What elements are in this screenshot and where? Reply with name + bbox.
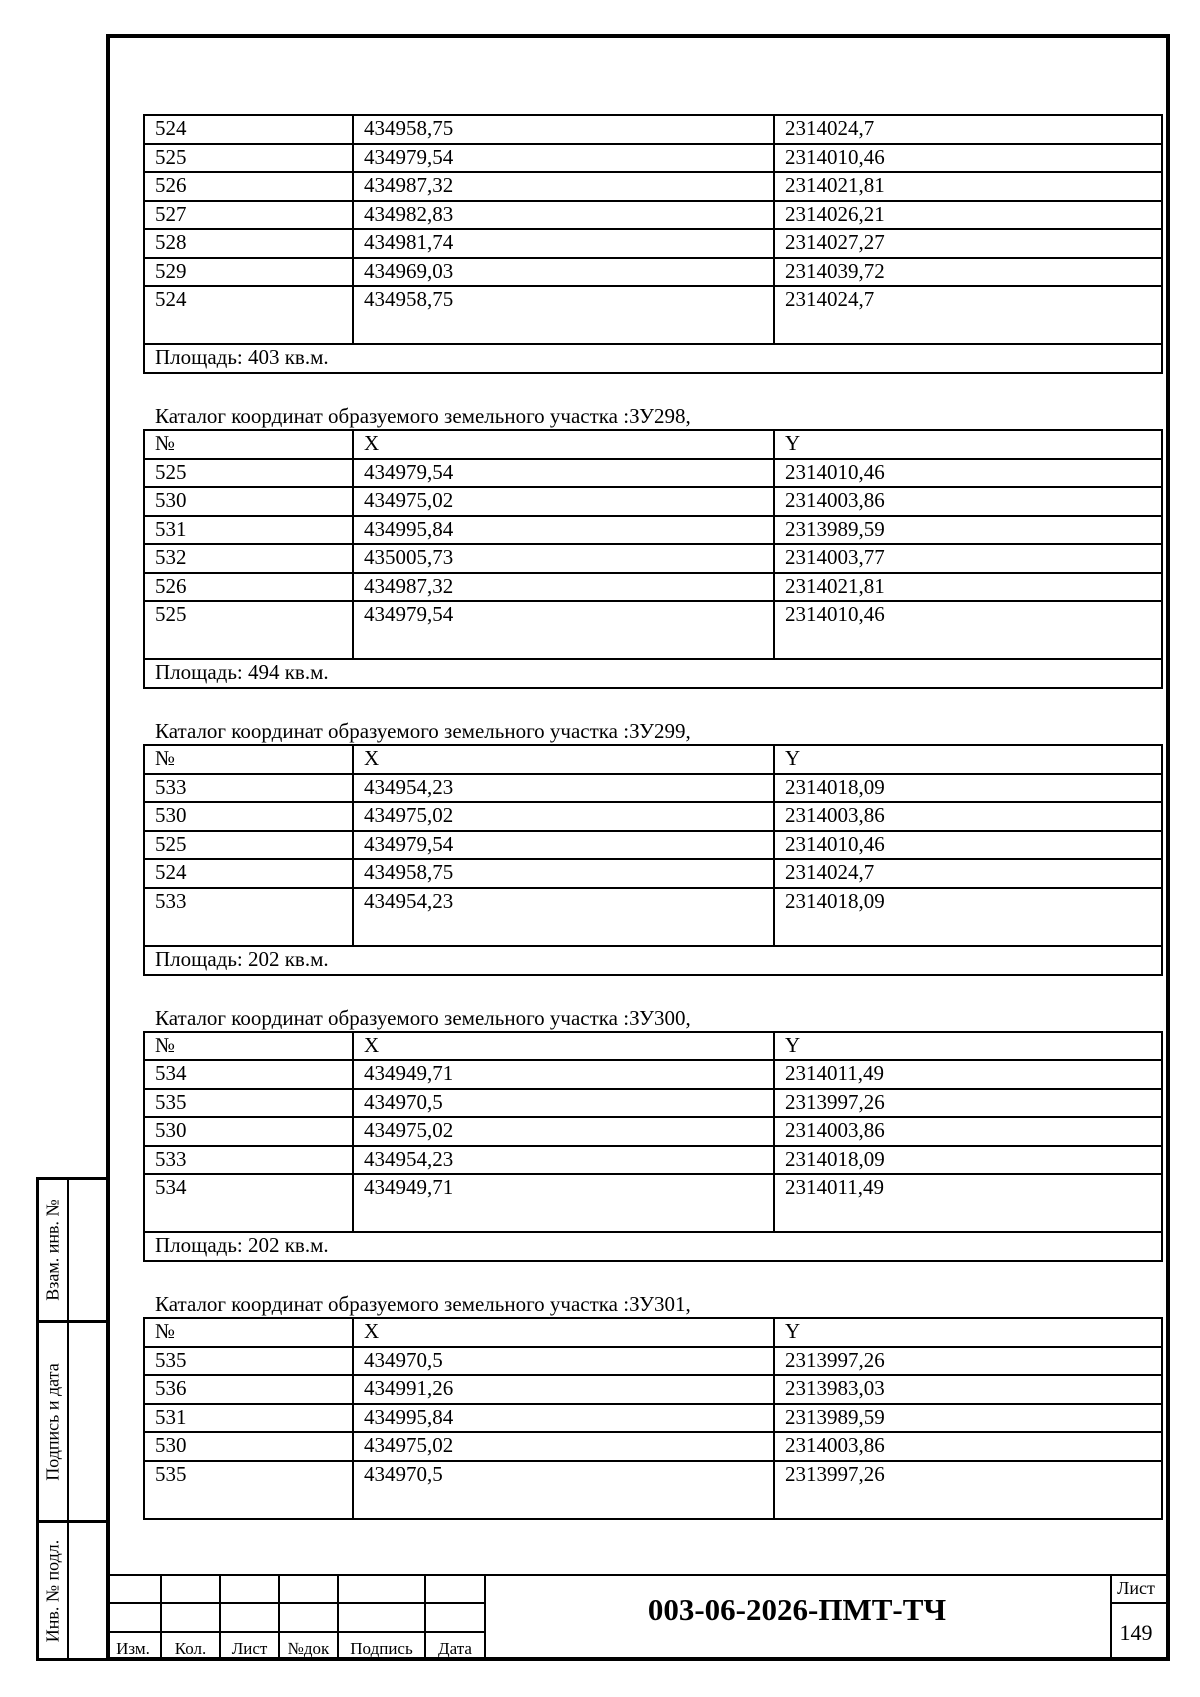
table-row bbox=[144, 487, 1162, 516]
table-row bbox=[144, 201, 1162, 230]
point-number-cell: 533 bbox=[144, 1146, 353, 1175]
side-box-podpis bbox=[36, 1320, 106, 1523]
x-coordinate-cell: 434982,83 bbox=[353, 201, 774, 230]
point-number-cell: 531 bbox=[144, 1404, 353, 1433]
x-coordinate-cell: 434975,02 bbox=[353, 802, 774, 831]
table-row bbox=[144, 544, 1162, 573]
point-number-cell: № bbox=[144, 1032, 353, 1061]
stamp-header-ndok: №док bbox=[287, 1639, 330, 1658]
area-cell: Площадь: 403 кв.м. bbox=[144, 344, 1162, 373]
table-row bbox=[144, 1375, 1162, 1404]
table-row bbox=[144, 258, 1162, 287]
table-row bbox=[144, 802, 1162, 831]
x-coordinate-cell: 434987,32 bbox=[353, 573, 774, 602]
area-cell: Площадь: 202 кв.м. bbox=[144, 1232, 1162, 1261]
y-coordinate-cell: 2314011,49 bbox=[774, 1060, 1162, 1089]
side-box-inv bbox=[36, 1520, 106, 1661]
point-number-cell: 536 bbox=[144, 1375, 353, 1404]
coordinates-table bbox=[143, 429, 1163, 689]
x-coordinate-cell: 434970,5 bbox=[353, 1089, 774, 1118]
y-coordinate-cell: Y bbox=[774, 745, 1162, 774]
point-number-cell: 526 bbox=[144, 573, 353, 602]
y-coordinate-cell: 2314003,86 bbox=[774, 802, 1162, 831]
table-row bbox=[144, 459, 1162, 488]
y-coordinate-cell: 2314024,7 bbox=[774, 115, 1162, 144]
catalog-title: Каталог координат образуемого земельного участка :ЗУ301, bbox=[155, 1292, 691, 1316]
table-row bbox=[144, 286, 1162, 344]
sheet-number: 149 bbox=[1119, 1620, 1153, 1645]
point-number-cell: № bbox=[144, 1318, 353, 1347]
coordinate-catalog bbox=[143, 114, 1163, 1520]
y-coordinate-cell: 2313997,26 bbox=[774, 1089, 1162, 1118]
x-coordinate-cell: X bbox=[353, 1318, 774, 1347]
table-row bbox=[144, 1060, 1162, 1089]
side-label-podpis: Подпись и дата bbox=[42, 1362, 63, 1481]
coordinates-table bbox=[143, 744, 1163, 976]
point-number-cell: № bbox=[144, 745, 353, 774]
table-row bbox=[144, 1146, 1162, 1175]
y-coordinate-cell: 2314003,86 bbox=[774, 1117, 1162, 1146]
y-coordinate-cell: 2313989,59 bbox=[774, 1404, 1162, 1433]
sheet-label: Лист bbox=[1117, 1578, 1155, 1598]
area-row bbox=[144, 1232, 1162, 1261]
y-coordinate-cell: 2313997,26 bbox=[774, 1461, 1162, 1519]
x-coordinate-cell: 434970,5 bbox=[353, 1347, 774, 1376]
y-coordinate-cell: Y bbox=[774, 1318, 1162, 1347]
y-coordinate-cell: 2313989,59 bbox=[774, 516, 1162, 545]
point-number-cell: 524 bbox=[144, 859, 353, 888]
x-coordinate-cell: 434954,23 bbox=[353, 888, 774, 946]
stamp-header-kol: Кол. bbox=[174, 1639, 207, 1658]
y-coordinate-cell: 2314039,72 bbox=[774, 258, 1162, 287]
stamp-header-list: Лист bbox=[231, 1639, 268, 1658]
point-number-cell: 527 bbox=[144, 201, 353, 230]
point-number-cell: 525 bbox=[144, 459, 353, 488]
x-coordinate-cell: 434987,32 bbox=[353, 172, 774, 201]
catalog-title: Каталог координат образуемого земельного участка :ЗУ298, bbox=[155, 404, 691, 428]
table-row bbox=[144, 1347, 1162, 1376]
y-coordinate-cell: 2314010,46 bbox=[774, 144, 1162, 173]
table-row bbox=[144, 1404, 1162, 1433]
y-coordinate-cell: 2314003,77 bbox=[774, 544, 1162, 573]
area-row bbox=[144, 344, 1162, 373]
x-coordinate-cell: 434958,75 bbox=[353, 286, 774, 344]
table-row bbox=[144, 859, 1162, 888]
y-coordinate-cell: 2314018,09 bbox=[774, 774, 1162, 803]
y-coordinate-cell: 2314021,81 bbox=[774, 573, 1162, 602]
x-coordinate-cell: 435005,73 bbox=[353, 544, 774, 573]
table-header-row bbox=[144, 1032, 1162, 1061]
area-row bbox=[144, 946, 1162, 975]
table-row bbox=[144, 831, 1162, 860]
y-coordinate-cell: Y bbox=[774, 430, 1162, 459]
x-coordinate-cell: 434954,23 bbox=[353, 1146, 774, 1175]
x-coordinate-cell: 434979,54 bbox=[353, 459, 774, 488]
point-number-cell: 524 bbox=[144, 286, 353, 344]
point-number-cell: 535 bbox=[144, 1461, 353, 1519]
area-cell: Площадь: 494 кв.м. bbox=[144, 659, 1162, 688]
area-row bbox=[144, 659, 1162, 688]
table-row bbox=[144, 1089, 1162, 1118]
side-label-vzam: Взам. инв. № bbox=[42, 1199, 63, 1301]
x-coordinate-cell: 434981,74 bbox=[353, 229, 774, 258]
y-coordinate-cell: 2314024,7 bbox=[774, 286, 1162, 344]
catalog-title: Каталог координат образуемого земельного участка :ЗУ300, bbox=[155, 1005, 691, 1030]
point-number-cell: 530 bbox=[144, 1432, 353, 1461]
point-number-cell: 525 bbox=[144, 601, 353, 659]
x-coordinate-cell: 434969,03 bbox=[353, 258, 774, 287]
x-coordinate-cell: 434970,5 bbox=[353, 1461, 774, 1519]
point-number-cell: 528 bbox=[144, 229, 353, 258]
table-header-row bbox=[144, 745, 1162, 774]
point-number-cell: 534 bbox=[144, 1174, 353, 1232]
point-number-cell: 535 bbox=[144, 1347, 353, 1376]
table-row bbox=[144, 229, 1162, 258]
document-code: 003-06-2026-ПМТ-ТЧ bbox=[647, 1592, 947, 1627]
table-row bbox=[144, 774, 1162, 803]
point-number-cell: 532 bbox=[144, 544, 353, 573]
table-row bbox=[144, 601, 1162, 659]
x-coordinate-cell: 434949,71 bbox=[353, 1174, 774, 1232]
x-coordinate-cell: 434958,75 bbox=[353, 859, 774, 888]
table-row bbox=[144, 573, 1162, 602]
table-row bbox=[144, 115, 1162, 144]
y-coordinate-cell: 2313997,26 bbox=[774, 1347, 1162, 1376]
table-row bbox=[144, 1432, 1162, 1461]
x-coordinate-cell: X bbox=[353, 430, 774, 459]
x-coordinate-cell: 434995,84 bbox=[353, 1404, 774, 1433]
y-coordinate-cell: 2314018,09 bbox=[774, 1146, 1162, 1175]
x-coordinate-cell: 434975,02 bbox=[353, 487, 774, 516]
point-number-cell: 534 bbox=[144, 1060, 353, 1089]
x-coordinate-cell: 434991,26 bbox=[353, 1375, 774, 1404]
point-number-cell: 530 bbox=[144, 1117, 353, 1146]
y-coordinate-cell: Y bbox=[774, 1032, 1162, 1061]
y-coordinate-cell: 2314011,49 bbox=[774, 1174, 1162, 1232]
side-box-vzam bbox=[36, 1177, 106, 1323]
table-row bbox=[144, 1174, 1162, 1232]
table-row bbox=[144, 1461, 1162, 1519]
x-coordinate-cell: 434958,75 bbox=[353, 115, 774, 144]
point-number-cell: 530 bbox=[144, 487, 353, 516]
x-coordinate-cell: 434979,54 bbox=[353, 601, 774, 659]
table-row bbox=[144, 1117, 1162, 1146]
side-label-inv: Инв. № подл. bbox=[42, 1539, 63, 1642]
point-number-cell: 529 bbox=[144, 258, 353, 287]
point-number-cell: 535 bbox=[144, 1089, 353, 1118]
y-coordinate-cell: 2314003,86 bbox=[774, 487, 1162, 516]
coordinates-table bbox=[143, 1317, 1163, 1520]
x-coordinate-cell: 434975,02 bbox=[353, 1117, 774, 1146]
stamp-header-data: Дата bbox=[438, 1639, 472, 1658]
point-number-cell: 525 bbox=[144, 831, 353, 860]
x-coordinate-cell: 434954,23 bbox=[353, 774, 774, 803]
table-header-row bbox=[144, 1318, 1162, 1347]
point-number-cell: 533 bbox=[144, 774, 353, 803]
point-number-cell: 530 bbox=[144, 802, 353, 831]
point-number-cell: 525 bbox=[144, 144, 353, 173]
x-coordinate-cell: 434949,71 bbox=[353, 1060, 774, 1089]
x-coordinate-cell: 434979,54 bbox=[353, 831, 774, 860]
point-number-cell: 524 bbox=[144, 115, 353, 144]
y-coordinate-cell: 2314026,21 bbox=[774, 201, 1162, 230]
table-row bbox=[144, 172, 1162, 201]
point-number-cell: 533 bbox=[144, 888, 353, 946]
y-coordinate-cell: 2314010,46 bbox=[774, 831, 1162, 860]
stamp-header-izm: Изм. bbox=[116, 1639, 150, 1658]
table-row bbox=[144, 888, 1162, 946]
catalog-title: Каталог координат образуемого земельного участка :ЗУ299, bbox=[155, 719, 691, 743]
y-coordinate-cell: 2314024,7 bbox=[774, 859, 1162, 888]
y-coordinate-cell: 2313983,03 bbox=[774, 1375, 1162, 1404]
table-header-row bbox=[144, 430, 1162, 459]
x-coordinate-cell: 434979,54 bbox=[353, 144, 774, 173]
y-coordinate-cell: 2314027,27 bbox=[774, 229, 1162, 258]
x-coordinate-cell: 434975,02 bbox=[353, 1432, 774, 1461]
point-number-cell: № bbox=[144, 430, 353, 459]
x-coordinate-cell: X bbox=[353, 745, 774, 774]
point-number-cell: 526 bbox=[144, 172, 353, 201]
x-coordinate-cell: X bbox=[353, 1032, 774, 1061]
coordinates-table bbox=[143, 1031, 1163, 1263]
coordinates-table bbox=[143, 114, 1163, 374]
stamp-header-podpis: Подпись bbox=[350, 1639, 413, 1658]
table-row bbox=[144, 144, 1162, 173]
y-coordinate-cell: 2314010,46 bbox=[774, 459, 1162, 488]
point-number-cell: 531 bbox=[144, 516, 353, 545]
y-coordinate-cell: 2314021,81 bbox=[774, 172, 1162, 201]
y-coordinate-cell: 2314018,09 bbox=[774, 888, 1162, 946]
y-coordinate-cell: 2314010,46 bbox=[774, 601, 1162, 659]
area-cell: Площадь: 202 кв.м. bbox=[144, 946, 1162, 975]
y-coordinate-cell: 2314003,86 bbox=[774, 1432, 1162, 1461]
x-coordinate-cell: 434995,84 bbox=[353, 516, 774, 545]
table-row bbox=[144, 516, 1162, 545]
